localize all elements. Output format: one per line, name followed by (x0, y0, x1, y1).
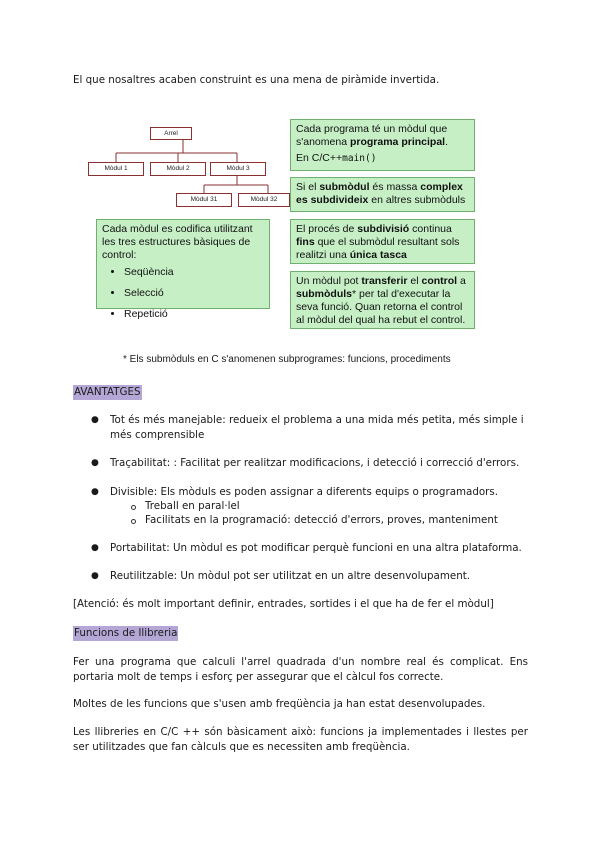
advantages-heading: AVANTATGES (74, 386, 141, 398)
bullet-icon: ● (91, 458, 99, 468)
advantage-sub-item: Treball en paral·lel (145, 500, 240, 512)
node-module-1: Mòdul 1 (88, 162, 144, 176)
info-box-complex: Si el submòdul és massa complex es subdivideix en altres submòduls (290, 177, 475, 212)
bullet-icon: ● (91, 571, 99, 581)
info-box-control-structures: Cada mòdul es codifica utilitzant les tres estructures bàsiques de control: • Seqüència • Selecció • Repetició (96, 219, 270, 309)
structure-item: • Selecció (124, 287, 264, 300)
node-submodule-31: Mòdul 31 (176, 193, 232, 207)
node-submodule-32: Mòdul 32 (238, 193, 290, 207)
node-root: Arrel (150, 127, 192, 140)
bullet-icon: ● (91, 543, 99, 553)
advantage-item: Tot és més manejable: redueix el problema a una mida més petita, més simple i més comprensible (110, 414, 524, 441)
attention-note: [Atenció: és molt important definir, entrades, sortides i el que ha de fer el mòdul] (73, 598, 494, 610)
advantage-item: Portabilitat: Un mòdul es pot modificar perquè funcioni en una altra plataforma. (110, 542, 522, 554)
sub-bullet-icon (131, 519, 136, 524)
bullet-icon: ● (91, 415, 99, 425)
advantage-item: Divisible: Els mòduls es poden assignar a diferents equips o programadors. (110, 486, 499, 498)
library-paragraph-2: Moltes de les funcions que s'usen amb freqüència ja han estat desenvolupades. (73, 698, 486, 710)
advantage-item: Reutilitzable: Un mòdul pot ser utilitzat en un altre desenvolupament. (110, 570, 471, 582)
library-heading: Funcions de llibreria (74, 627, 178, 639)
diagram-footnote: * Els submòduls en C s'anomenen subprogrames: funcions, procediments (123, 354, 451, 365)
info-box-main-program: Cada programa té un mòdul que s'anomena programa principal. En C/C++main() (290, 119, 475, 171)
info-box-subdivision: El procés de subdivisió continua fins que el submòdul resultant sols realitzi una única tasca (290, 219, 475, 264)
structure-item: • Repetició (124, 308, 264, 321)
advantage-sub-item: Facilitats en la programació: detecció d'errors, proves, manteniment (145, 514, 498, 526)
node-module-3: Mòdul 3 (210, 162, 266, 176)
intro-text: El que nosaltres acaben construint es una mena de piràmide invertida. (73, 74, 440, 86)
info-box-control-transfer: Un mòdul pot transferir el control a submòduls* per tal d'executar la seva funció. Quan retorna el control al mòdul del qual ha rebut el control. (290, 271, 475, 329)
advantage-item: Traçabilitat: : Facilitat per realitzar modificacions, i detecció i correcció d'errors. (110, 457, 520, 469)
library-paragraph-1: Fer una programa que calculi l'arrel quadrada d'un nombre real és complicat. Ens portaria molt de temps i esforç per assegurar que el càlcul fos correcte. (73, 656, 528, 683)
sub-bullet-icon (131, 505, 136, 510)
node-module-2: Mòdul 2 (150, 162, 206, 176)
structure-item: • Seqüència (124, 266, 264, 279)
bullet-icon: ● (91, 487, 99, 497)
library-paragraph-3: Les llibreries en C/C ++ són bàsicament això: funcions ja implementades i llestes per ser utilitzades que fan càlculs que es necessiten amb freqüència. (73, 726, 528, 753)
